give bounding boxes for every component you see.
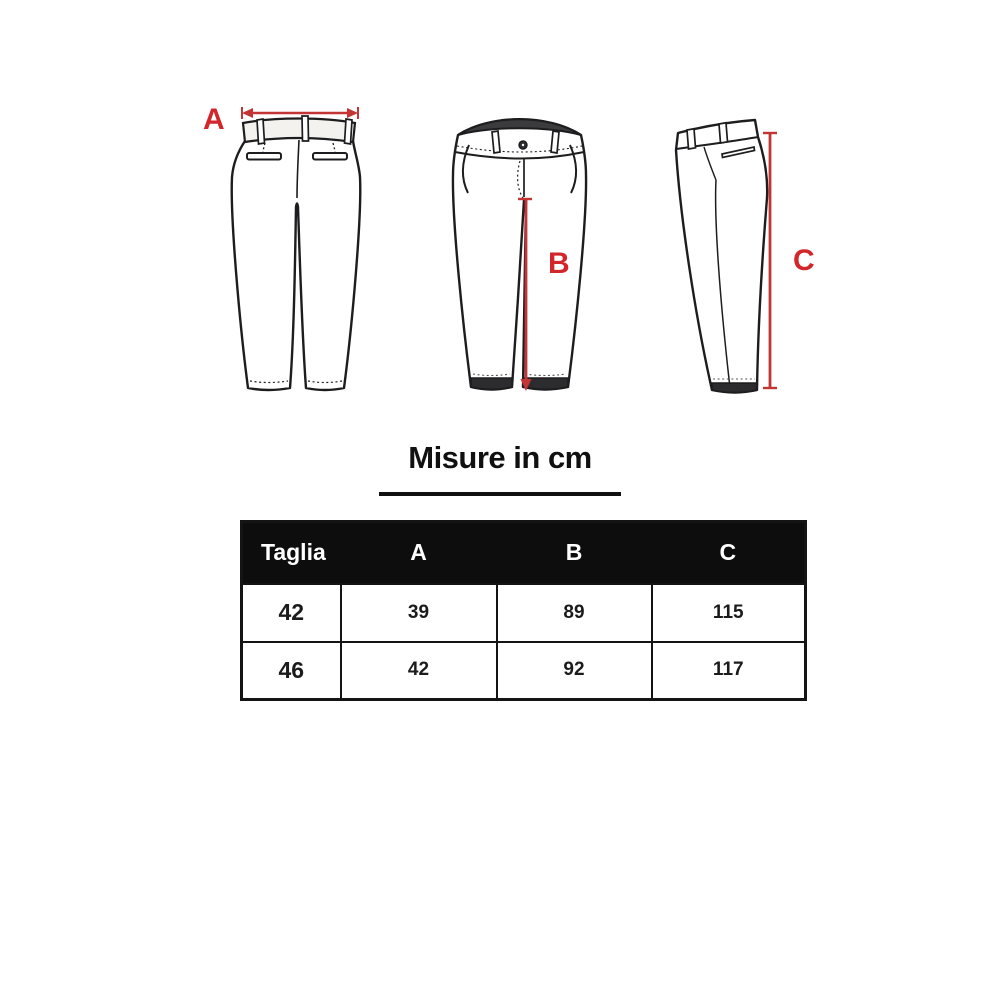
column-header-taglia: Taglia <box>242 522 341 584</box>
belt-loop <box>302 116 309 141</box>
measure-label-c: C <box>793 244 815 277</box>
title-underline <box>379 492 621 496</box>
pants-side-outline <box>676 120 767 393</box>
waist-width-measure-line <box>242 107 358 119</box>
measure-a-value: 42 <box>341 642 497 700</box>
table-row <box>242 584 806 642</box>
size-table <box>240 520 807 701</box>
belt-loop <box>719 123 728 143</box>
pants-front-view-illustration <box>428 95 623 405</box>
measure-a-value: 39 <box>341 584 497 642</box>
pants-back-outline <box>232 116 361 390</box>
column-header-b: B <box>497 522 652 584</box>
measure-b-value: 92 <box>497 642 652 700</box>
measure-c-value: 115 <box>652 584 806 642</box>
size-value: 42 <box>242 584 341 642</box>
table-row <box>242 642 806 700</box>
back-pocket-welt <box>247 153 281 160</box>
belt-loop <box>551 131 559 153</box>
column-header-c: C <box>652 522 806 584</box>
measure-label-a: A <box>203 103 225 136</box>
size-value: 46 <box>242 642 341 700</box>
measure-label-b: B <box>548 247 570 280</box>
size-table-container <box>240 520 804 701</box>
size-table-header-row <box>242 522 806 584</box>
hem-cuff <box>712 383 757 393</box>
hem-cuff <box>471 378 512 389</box>
back-pocket-welt <box>313 153 347 160</box>
page-title: Misure in cm <box>408 440 592 475</box>
pants-side-view-illustration <box>650 100 825 405</box>
measure-b-value: 89 <box>497 584 652 642</box>
column-header-a: A <box>341 522 497 584</box>
belt-loop <box>687 129 696 149</box>
pants-back-view-illustration <box>195 95 375 410</box>
measure-c-value: 117 <box>652 642 806 700</box>
title-block <box>0 440 1000 496</box>
belt-loop <box>257 119 265 144</box>
belt-loop <box>345 119 353 144</box>
belt-loop <box>492 131 500 153</box>
